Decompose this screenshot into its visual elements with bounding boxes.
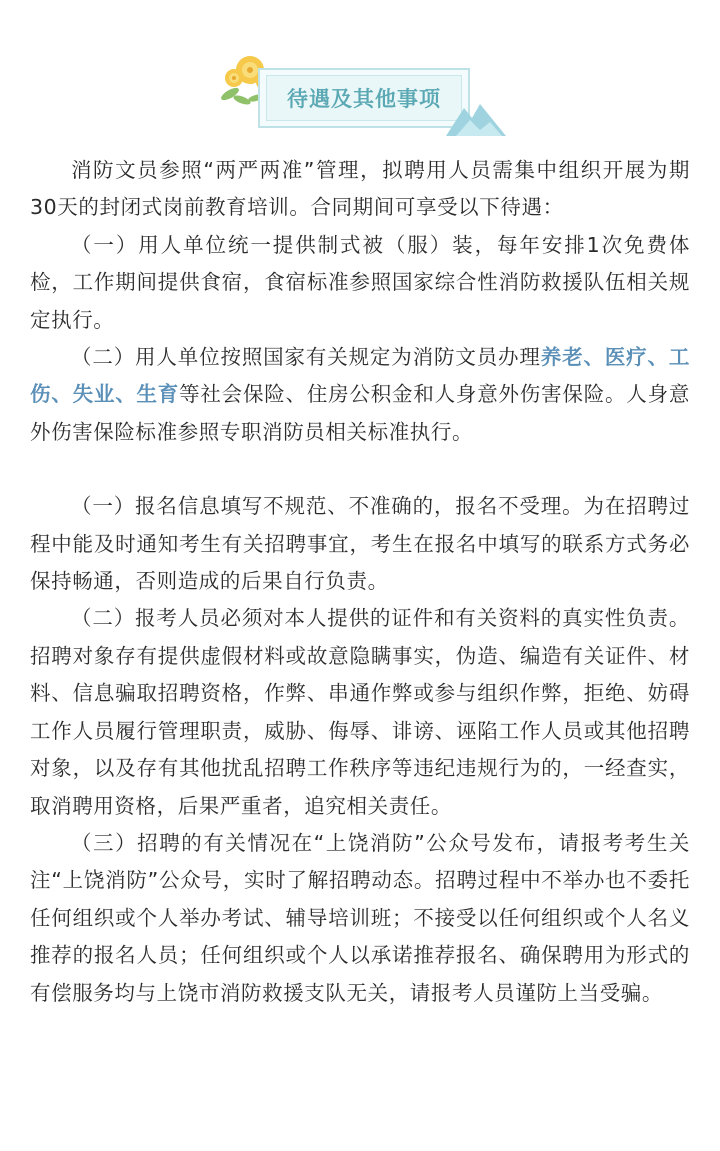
paragraph-notice-1: （一）报名信息填写不规范、不准确的，报名不受理。为在招聘过程中能及时通知考生有关招聘事宜，考生在报名中填写的联系方式务必保持畅通，否则造成的后果自行负责。 — [30, 494, 690, 594]
paragraph-gap — [30, 451, 690, 488]
article-body — [30, 152, 690, 1012]
highlight-injury: 工伤 — [30, 345, 691, 407]
separator: 、 — [647, 345, 669, 370]
highlight-medical: 医疗 — [604, 345, 648, 370]
paragraph-notice-3: （三）招聘的有关情况在“上饶消防”公众号发布，请报考考生关注“上饶消防”公众号，实时了解招聘动态。招聘过程中不举办也不委托任何组织或个人举办考试、辅导培训班；不接受以任何组织或个人名义推荐的报名人员；任何组织或个人以承诺推荐报名、确保聘用为形式的有偿服务均与上饶市消防救援支队无关，请报考人员谨防上当受骗。 — [30, 830, 690, 1005]
banner-frame — [258, 68, 470, 128]
mountain-icon — [446, 100, 506, 136]
paragraph-benefit-1: （一）用人单位统一提供制式被（服）装，每年安排1次免费体检，工作期间提供食宿，食宿标准参照国家综合性消防救援队伍相关规定执行。 — [30, 232, 690, 332]
paragraph-notice-2: （二）报考人员必须对本人提供的证件和有关资料的真实性负责。招聘对象存有提供虚假材料或故意隐瞒事实，伪造、编造有关证件、材料、信息骗取招聘资格，作弊、串通作弊或参与组织作弊，拒绝、妨碍工作人员履行管理职责，威胁、侮辱、诽谤、诬陷工作人员或其他招聘对象，以及存有其他扰乱招聘工作秩序等违纪违规行为的，一经查实，取消聘用资格，后果严重者，追究相关责任。 — [30, 606, 690, 818]
paragraph-benefit-2 — [30, 339, 690, 451]
separator: 、 — [51, 382, 73, 407]
banner-inner-frame — [266, 75, 462, 121]
text-segment: （二）用人单位按照国家有关规定为消防文员办理 — [71, 345, 541, 370]
separator: 、 — [583, 345, 605, 370]
text-segment: 等社会保险、住房公积金和人身意外伤害保险。人身意外伤害保险标准参照专职消防员相关标准执行。 — [30, 382, 690, 444]
highlight-pension: 养老 — [540, 345, 584, 370]
section-banner — [218, 48, 508, 140]
highlight-unemployment: 失业 — [72, 382, 116, 407]
section-title: 待遇及其他事项 — [287, 87, 441, 111]
highlight-maternity: 生育 — [136, 382, 180, 407]
separator: 、 — [115, 382, 137, 407]
paragraph-intro: 消防文员参照“两严两准”管理，拟聘用人员需集中组织开展为期30天的封闭式岗前教育培训。合同期间可享受以下待遇： — [30, 158, 690, 220]
